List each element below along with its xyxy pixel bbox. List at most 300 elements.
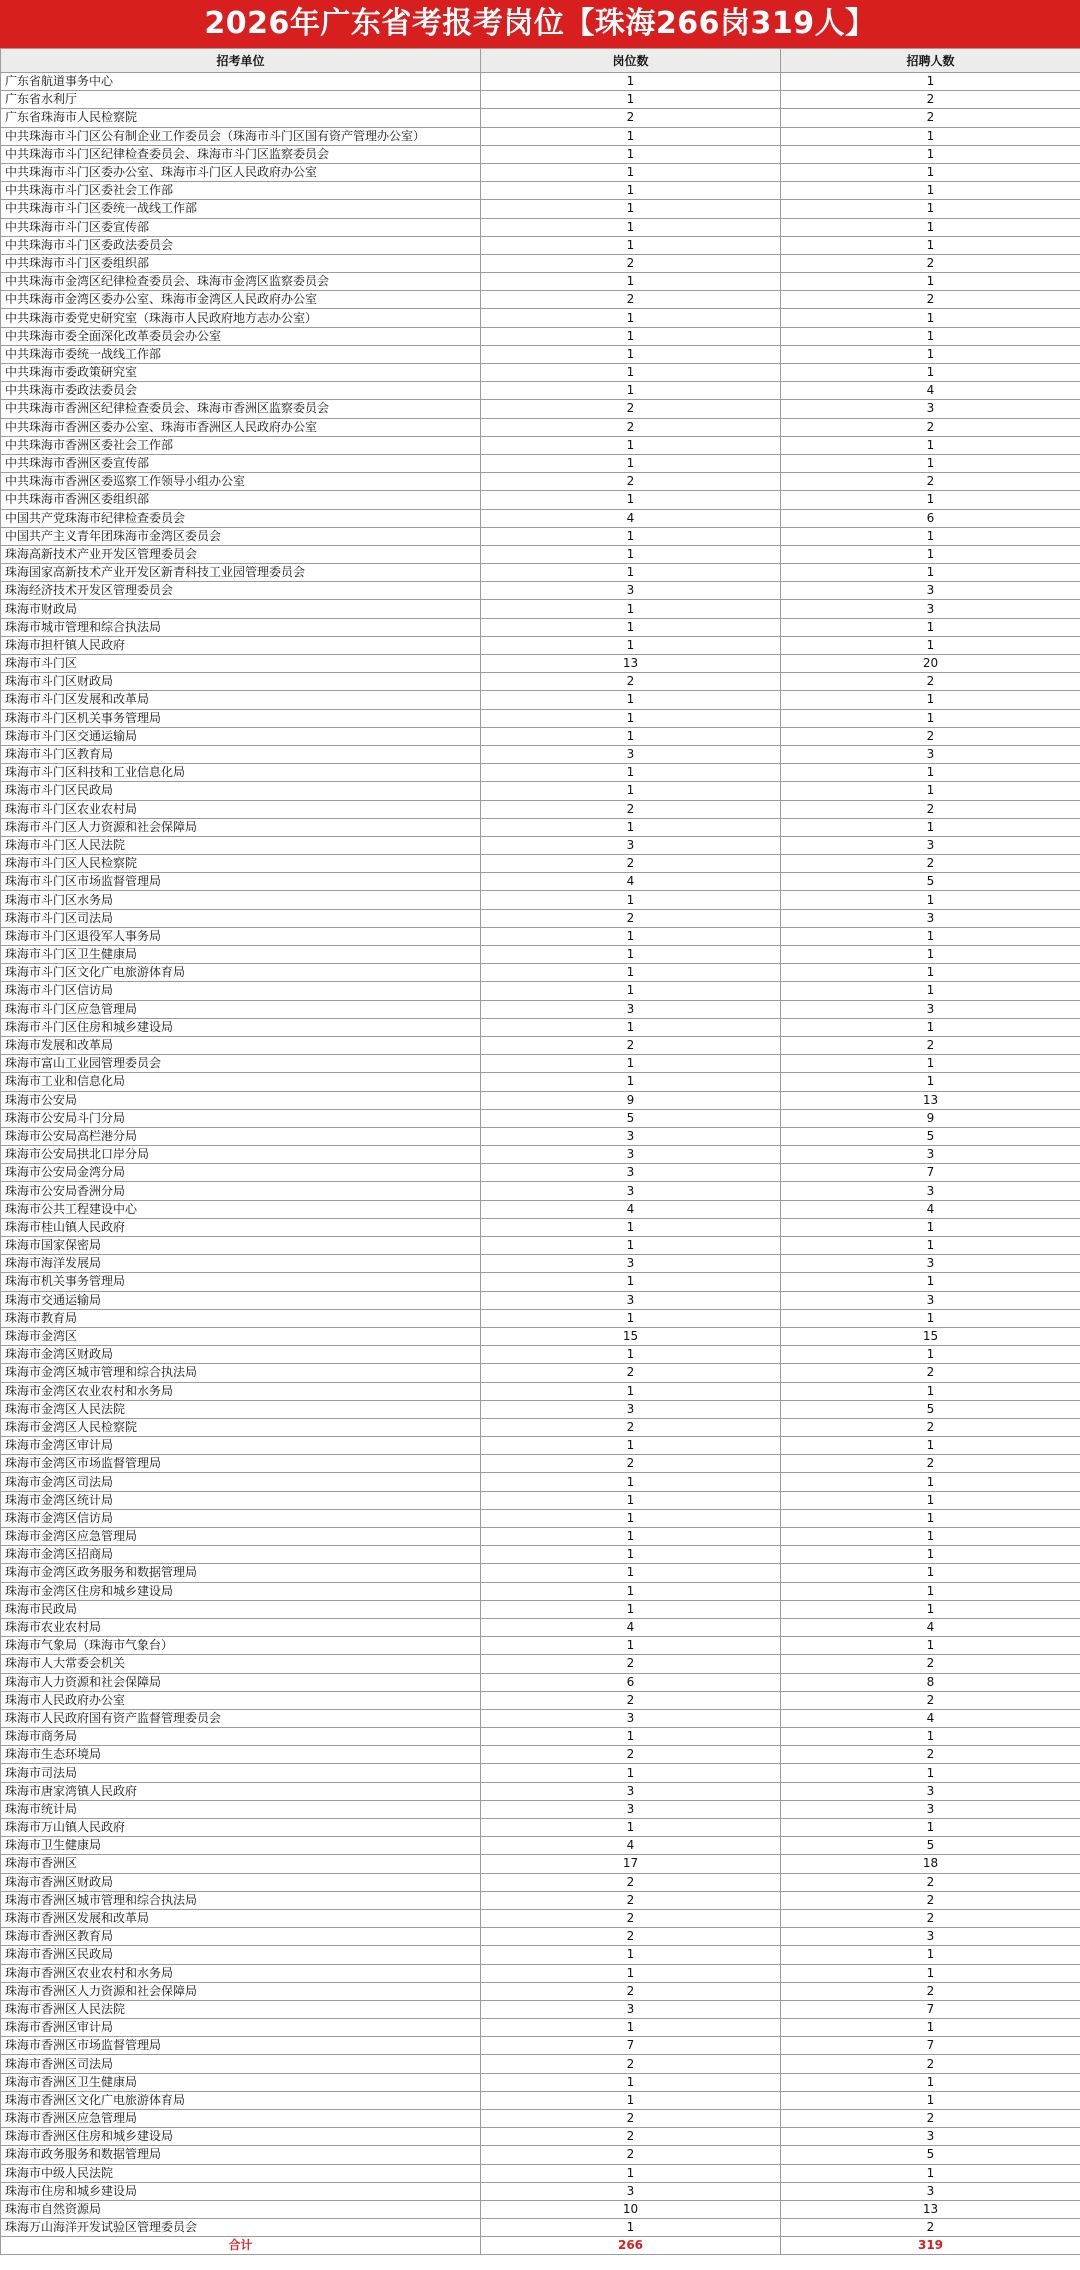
table-row xyxy=(1,2091,1080,2109)
unit-cell: 中共珠海市斗门区委政法委员会 xyxy=(1,236,481,254)
table-row xyxy=(1,1637,1080,1655)
positions-cell: 1 xyxy=(481,1764,781,1782)
recruits-cell: 1 xyxy=(781,1564,1080,1582)
positions-cell: 1 xyxy=(481,1728,781,1746)
unit-cell: 珠海市教育局 xyxy=(1,1309,481,1327)
positions-cell: 9 xyxy=(481,1091,781,1109)
table-row xyxy=(1,1346,1080,1364)
table-row xyxy=(1,873,1080,891)
unit-cell: 珠海市公安局斗门分局 xyxy=(1,1109,481,1127)
unit-cell: 中共珠海市斗门区公有制企业工作委员会（珠海市斗门区国有资产管理办公室） xyxy=(1,127,481,145)
recruits-cell: 1 xyxy=(781,782,1080,800)
unit-cell: 珠海市斗门区民政局 xyxy=(1,782,481,800)
table-row xyxy=(1,1200,1080,1218)
total-row xyxy=(1,2237,1080,2255)
unit-cell: 珠海市香洲区发展和改革局 xyxy=(1,1909,481,1927)
positions-cell: 3 xyxy=(481,1782,781,1800)
unit-cell: 珠海市公安局香洲分局 xyxy=(1,1182,481,1200)
unit-cell: 中共珠海市斗门区委统一战线工作部 xyxy=(1,200,481,218)
page-title: 2026年广东省考报考岗位【珠海266岗319人】 xyxy=(0,0,1080,48)
positions-cell: 1 xyxy=(481,1946,781,1964)
recruits-cell: 1 xyxy=(781,764,1080,782)
table-row xyxy=(1,200,1080,218)
table-row xyxy=(1,1764,1080,1782)
recruits-cell: 3 xyxy=(781,400,1080,418)
positions-cell: 3 xyxy=(481,1291,781,1309)
recruits-cell: 1 xyxy=(781,564,1080,582)
recruits-cell: 1 xyxy=(781,1546,1080,1564)
unit-cell: 中共珠海市委全面深化改革委员会办公室 xyxy=(1,327,481,345)
unit-cell: 珠海市斗门区人民法院 xyxy=(1,836,481,854)
table-row xyxy=(1,2000,1080,2018)
table-header-row xyxy=(1,49,1080,73)
recruits-cell: 1 xyxy=(781,145,1080,163)
recruits-cell: 15 xyxy=(781,1327,1080,1345)
unit-cell: 珠海市金湾区信访局 xyxy=(1,1509,481,1527)
recruits-cell: 2 xyxy=(781,727,1080,745)
recruits-cell: 1 xyxy=(781,1491,1080,1509)
table-row xyxy=(1,509,1080,527)
positions-cell: 2 xyxy=(481,1891,781,1909)
unit-cell: 中共珠海市香洲区委办公室、珠海市香洲区人民政府办公室 xyxy=(1,418,481,436)
unit-cell: 珠海市公安局金湾分局 xyxy=(1,1164,481,1182)
unit-cell: 珠海市人力资源和社会保障局 xyxy=(1,1673,481,1691)
table-row xyxy=(1,564,1080,582)
recruits-cell: 2 xyxy=(781,1364,1080,1382)
recruits-cell: 1 xyxy=(781,1582,1080,1600)
table-row xyxy=(1,1946,1080,1964)
recruits-cell: 1 xyxy=(781,1946,1080,1964)
table-row xyxy=(1,855,1080,873)
total-label: 合计 xyxy=(1,2237,481,2255)
unit-cell: 珠海市斗门区退役军人事务局 xyxy=(1,927,481,945)
positions-cell: 6 xyxy=(481,1673,781,1691)
table-row xyxy=(1,163,1080,181)
table-row xyxy=(1,1928,1080,1946)
recruits-cell: 1 xyxy=(781,1637,1080,1655)
positions-cell: 3 xyxy=(481,582,781,600)
table-row xyxy=(1,1164,1080,1182)
table-row xyxy=(1,2128,1080,2146)
unit-cell: 中国共产党珠海市纪律检查委员会 xyxy=(1,509,481,527)
unit-cell: 珠海市香洲区城市管理和综合执法局 xyxy=(1,1891,481,1909)
unit-cell: 珠海市香洲区教育局 xyxy=(1,1928,481,1946)
recruits-cell: 1 xyxy=(781,364,1080,382)
recruits-cell: 3 xyxy=(781,582,1080,600)
table-row xyxy=(1,2146,1080,2164)
recruits-cell: 1 xyxy=(781,964,1080,982)
positions-cell: 1 xyxy=(481,2091,781,2109)
table-row xyxy=(1,1237,1080,1255)
recruits-cell: 3 xyxy=(781,1782,1080,1800)
table-row xyxy=(1,545,1080,563)
unit-cell: 珠海市卫生健康局 xyxy=(1,1837,481,1855)
table-row xyxy=(1,1728,1080,1746)
recruits-cell: 3 xyxy=(781,2182,1080,2200)
recruits-cell: 3 xyxy=(781,745,1080,763)
column-header-recruits: 招聘人数 xyxy=(781,49,1080,73)
positions-cell: 1 xyxy=(481,1819,781,1837)
table-row xyxy=(1,582,1080,600)
positions-cell: 2 xyxy=(481,2128,781,2146)
unit-cell: 中国共产主义青年团珠海市金湾区委员会 xyxy=(1,527,481,545)
unit-cell: 珠海市发展和改革局 xyxy=(1,1036,481,1054)
recruits-cell: 1 xyxy=(781,927,1080,945)
positions-cell: 3 xyxy=(481,1164,781,1182)
table-row xyxy=(1,1800,1080,1818)
recruits-cell: 1 xyxy=(781,309,1080,327)
table-row xyxy=(1,2037,1080,2055)
unit-cell: 珠海市斗门区人力资源和社会保障局 xyxy=(1,818,481,836)
unit-cell: 珠海市气象局（珠海市气象台） xyxy=(1,1637,481,1655)
table-row xyxy=(1,927,1080,945)
positions-cell: 3 xyxy=(481,1800,781,1818)
positions-cell: 1 xyxy=(481,309,781,327)
recruits-cell: 4 xyxy=(781,382,1080,400)
positions-cell: 2 xyxy=(481,2110,781,2128)
table-row xyxy=(1,473,1080,491)
table-row xyxy=(1,1782,1080,1800)
positions-cell: 17 xyxy=(481,1855,781,1873)
recruits-cell: 2 xyxy=(781,1691,1080,1709)
recruits-cell: 1 xyxy=(781,545,1080,563)
unit-cell: 珠海市人大常委会机关 xyxy=(1,1655,481,1673)
table-row xyxy=(1,836,1080,854)
recruits-cell: 1 xyxy=(781,946,1080,964)
positions-cell: 2 xyxy=(481,1909,781,1927)
table-row xyxy=(1,1964,1080,1982)
positions-cell: 1 xyxy=(481,491,781,509)
recruits-cell: 1 xyxy=(781,1764,1080,1782)
unit-cell: 珠海市金湾区应急管理局 xyxy=(1,1528,481,1546)
unit-cell: 珠海市公安局高栏港分局 xyxy=(1,1127,481,1145)
table-row xyxy=(1,2200,1080,2218)
unit-cell: 珠海高新技术产业开发区管理委员会 xyxy=(1,545,481,563)
unit-cell: 广东省珠海市人民检察院 xyxy=(1,109,481,127)
positions-cell: 2 xyxy=(481,418,781,436)
recruits-cell: 13 xyxy=(781,2200,1080,2218)
unit-cell: 珠海市城市管理和综合执法局 xyxy=(1,618,481,636)
table-row xyxy=(1,1618,1080,1636)
positions-cell: 3 xyxy=(481,836,781,854)
recruits-cell: 1 xyxy=(781,1055,1080,1073)
table-row xyxy=(1,1600,1080,1618)
positions-cell: 1 xyxy=(481,345,781,363)
table-row xyxy=(1,946,1080,964)
positions-cell: 2 xyxy=(481,1364,781,1382)
unit-cell: 中共珠海市委统一战线工作部 xyxy=(1,345,481,363)
unit-cell: 珠海市公安局 xyxy=(1,1091,481,1109)
recruits-cell: 1 xyxy=(781,1600,1080,1618)
table-row xyxy=(1,2182,1080,2200)
table-row xyxy=(1,127,1080,145)
recruits-cell: 6 xyxy=(781,509,1080,527)
table-row xyxy=(1,1073,1080,1091)
recruits-cell: 3 xyxy=(781,1146,1080,1164)
recruits-cell: 5 xyxy=(781,1127,1080,1145)
table-row xyxy=(1,1382,1080,1400)
recruits-cell: 1 xyxy=(781,1473,1080,1491)
unit-cell: 珠海市唐家湾镇人民政府 xyxy=(1,1782,481,1800)
positions-cell: 3 xyxy=(481,745,781,763)
positions-cell: 1 xyxy=(481,236,781,254)
positions-cell: 2 xyxy=(481,254,781,272)
positions-cell: 1 xyxy=(481,1582,781,1600)
recruits-cell: 1 xyxy=(781,636,1080,654)
unit-cell: 珠海市海洋发展局 xyxy=(1,1255,481,1273)
positions-cell: 1 xyxy=(481,2164,781,2182)
positions-cell: 1 xyxy=(481,218,781,236)
table-row xyxy=(1,1855,1080,1873)
table-row xyxy=(1,727,1080,745)
unit-cell: 珠海市金湾区住房和城乡建设局 xyxy=(1,1582,481,1600)
unit-cell: 珠海市住房和城乡建设局 xyxy=(1,2182,481,2200)
table-row xyxy=(1,1309,1080,1327)
total-recruits: 319 xyxy=(781,2237,1080,2255)
positions-cell: 2 xyxy=(481,109,781,127)
positions-cell: 1 xyxy=(481,1528,781,1546)
unit-cell: 珠海市斗门区市场监督管理局 xyxy=(1,873,481,891)
recruits-cell: 1 xyxy=(781,1273,1080,1291)
unit-cell: 珠海市香洲区农业农村和水务局 xyxy=(1,1964,481,1982)
recruits-cell: 2 xyxy=(781,855,1080,873)
table-row xyxy=(1,1437,1080,1455)
table-row xyxy=(1,1418,1080,1436)
recruits-cell: 1 xyxy=(781,327,1080,345)
recruits-cell: 3 xyxy=(781,909,1080,927)
unit-cell: 珠海市桂山镇人民政府 xyxy=(1,1218,481,1236)
positions-cell: 4 xyxy=(481,509,781,527)
recruits-cell: 2 xyxy=(781,1873,1080,1891)
table-row xyxy=(1,73,1080,91)
recruits-cell: 4 xyxy=(781,1618,1080,1636)
positions-cell: 1 xyxy=(481,636,781,654)
unit-cell: 中共珠海市金湾区纪律检查委员会、珠海市金湾区监察委员会 xyxy=(1,273,481,291)
recruits-cell: 1 xyxy=(781,1382,1080,1400)
table-row xyxy=(1,782,1080,800)
table-row xyxy=(1,145,1080,163)
positions-cell: 1 xyxy=(481,91,781,109)
table-row xyxy=(1,91,1080,109)
positions-cell: 2 xyxy=(481,1691,781,1709)
recruits-cell: 2 xyxy=(781,1655,1080,1673)
recruits-cell: 3 xyxy=(781,1182,1080,1200)
unit-cell: 中共珠海市委党史研究室（珠海市人民政府地方志办公室） xyxy=(1,309,481,327)
table-row xyxy=(1,436,1080,454)
unit-cell: 珠海市交通运输局 xyxy=(1,1291,481,1309)
unit-cell: 珠海市香洲区审计局 xyxy=(1,2019,481,2037)
unit-cell: 珠海市生态环境局 xyxy=(1,1746,481,1764)
positions-cell: 3 xyxy=(481,2182,781,2200)
recruits-cell: 1 xyxy=(781,1237,1080,1255)
recruits-cell: 1 xyxy=(781,2091,1080,2109)
unit-cell: 珠海国家高新技术产业开发区新青科技工业园管理委员会 xyxy=(1,564,481,582)
positions-cell: 13 xyxy=(481,655,781,673)
positions-cell: 3 xyxy=(481,1709,781,1727)
recruits-cell: 1 xyxy=(781,709,1080,727)
recruits-cell: 3 xyxy=(781,1928,1080,1946)
unit-cell: 广东省水利厅 xyxy=(1,91,481,109)
positions-cell: 1 xyxy=(481,1437,781,1455)
unit-cell: 珠海市商务局 xyxy=(1,1728,481,1746)
positions-cell: 2 xyxy=(481,2055,781,2073)
positions-cell: 2 xyxy=(481,1455,781,1473)
table-row xyxy=(1,1036,1080,1054)
recruits-cell: 1 xyxy=(781,127,1080,145)
unit-cell: 珠海市富山工业园管理委员会 xyxy=(1,1055,481,1073)
recruits-cell: 1 xyxy=(781,1073,1080,1091)
table-row xyxy=(1,964,1080,982)
table-row xyxy=(1,327,1080,345)
positions-cell: 2 xyxy=(481,1746,781,1764)
positions-cell: 2 xyxy=(481,1418,781,1436)
recruits-cell: 1 xyxy=(781,218,1080,236)
table-row xyxy=(1,1127,1080,1145)
unit-cell: 中共珠海市金湾区委办公室、珠海市金湾区人民政府办公室 xyxy=(1,291,481,309)
recruits-cell: 1 xyxy=(781,982,1080,1000)
unit-cell: 珠海市机关事务管理局 xyxy=(1,1273,481,1291)
table-row xyxy=(1,2019,1080,2037)
positions-cell: 1 xyxy=(481,1564,781,1582)
table-row xyxy=(1,1491,1080,1509)
positions-cell: 1 xyxy=(481,2219,781,2237)
table-row xyxy=(1,364,1080,382)
table-row xyxy=(1,1909,1080,1927)
table-row xyxy=(1,1473,1080,1491)
table-row xyxy=(1,109,1080,127)
table-row xyxy=(1,1364,1080,1382)
unit-cell: 中共珠海市斗门区委宣传部 xyxy=(1,218,481,236)
table-row xyxy=(1,1327,1080,1345)
table-row xyxy=(1,1218,1080,1236)
unit-cell: 珠海市金湾区招商局 xyxy=(1,1546,481,1564)
positions-cell: 1 xyxy=(481,200,781,218)
recruits-cell: 5 xyxy=(781,1400,1080,1418)
unit-cell: 珠海市金湾区城市管理和综合执法局 xyxy=(1,1364,481,1382)
positions-cell: 2 xyxy=(481,1928,781,1946)
positions-cell: 1 xyxy=(481,1637,781,1655)
positions-cell: 1 xyxy=(481,127,781,145)
unit-cell: 中共珠海市香洲区委宣传部 xyxy=(1,454,481,472)
positions-cell: 1 xyxy=(481,382,781,400)
recruits-cell: 4 xyxy=(781,1200,1080,1218)
unit-cell: 珠海市公安局拱北口岸分局 xyxy=(1,1146,481,1164)
positions-cell: 1 xyxy=(481,1073,781,1091)
recruits-cell: 4 xyxy=(781,1709,1080,1727)
table-row xyxy=(1,1655,1080,1673)
table-row xyxy=(1,800,1080,818)
table-row xyxy=(1,236,1080,254)
positions-cell: 3 xyxy=(481,1146,781,1164)
positions-cell: 4 xyxy=(481,1618,781,1636)
unit-cell: 珠海市斗门区住房和城乡建设局 xyxy=(1,1018,481,1036)
positions-cell: 3 xyxy=(481,1400,781,1418)
table-row xyxy=(1,418,1080,436)
table-row xyxy=(1,1455,1080,1473)
recruits-cell: 1 xyxy=(781,1509,1080,1527)
unit-cell: 珠海市斗门区文化广电旅游体育局 xyxy=(1,964,481,982)
unit-cell: 珠海市金湾区审计局 xyxy=(1,1437,481,1455)
positions-cell: 2 xyxy=(481,800,781,818)
positions-cell: 1 xyxy=(481,891,781,909)
table-row xyxy=(1,1837,1080,1855)
recruits-cell: 18 xyxy=(781,1855,1080,1873)
positions-cell: 4 xyxy=(481,873,781,891)
unit-cell: 珠海市金湾区统计局 xyxy=(1,1491,481,1509)
unit-cell: 珠海市斗门区发展和改革局 xyxy=(1,691,481,709)
recruits-cell: 1 xyxy=(781,1018,1080,1036)
recruits-cell: 7 xyxy=(781,2000,1080,2018)
unit-cell: 珠海市斗门区司法局 xyxy=(1,909,481,927)
recruits-cell: 3 xyxy=(781,836,1080,854)
unit-cell: 珠海市国家保密局 xyxy=(1,1237,481,1255)
unit-cell: 珠海市斗门区交通运输局 xyxy=(1,727,481,745)
table-row xyxy=(1,1000,1080,1018)
positions-cell: 2 xyxy=(481,400,781,418)
positions-cell: 2 xyxy=(481,1655,781,1673)
recruits-cell: 1 xyxy=(781,1218,1080,1236)
table-body xyxy=(1,73,1080,2255)
positions-cell: 1 xyxy=(481,436,781,454)
table-row xyxy=(1,1091,1080,1109)
table-row xyxy=(1,909,1080,927)
positions-cell: 2 xyxy=(481,1873,781,1891)
unit-cell: 中共珠海市香洲区委社会工作部 xyxy=(1,436,481,454)
table-row xyxy=(1,1273,1080,1291)
unit-cell: 珠海市斗门区财政局 xyxy=(1,673,481,691)
unit-cell: 珠海市自然资源局 xyxy=(1,2200,481,2218)
table-row xyxy=(1,345,1080,363)
recruits-cell: 1 xyxy=(781,182,1080,200)
positions-cell: 1 xyxy=(481,1055,781,1073)
unit-cell: 珠海市香洲区市场监督管理局 xyxy=(1,2037,481,2055)
positions-cell: 1 xyxy=(481,982,781,1000)
positions-cell: 1 xyxy=(481,1473,781,1491)
positions-cell: 1 xyxy=(481,927,781,945)
table-row xyxy=(1,618,1080,636)
column-header-unit: 招考单位 xyxy=(1,49,481,73)
unit-cell: 珠海市政务服务和数据管理局 xyxy=(1,2146,481,2164)
positions-cell: 10 xyxy=(481,2200,781,2218)
unit-cell: 珠海市斗门区卫生健康局 xyxy=(1,946,481,964)
table-row xyxy=(1,291,1080,309)
recruits-cell: 2 xyxy=(781,418,1080,436)
unit-cell: 珠海市民政局 xyxy=(1,1600,481,1618)
unit-cell: 珠海市香洲区文化广电旅游体育局 xyxy=(1,2091,481,2109)
recruits-cell: 1 xyxy=(781,1528,1080,1546)
positions-cell: 1 xyxy=(481,1346,781,1364)
positions-cell: 3 xyxy=(481,2000,781,2018)
recruits-cell: 1 xyxy=(781,345,1080,363)
unit-cell: 中共珠海市香洲区纪律检查委员会、珠海市香洲区监察委员会 xyxy=(1,400,481,418)
positions-cell: 1 xyxy=(481,1382,781,1400)
recruits-cell: 5 xyxy=(781,2146,1080,2164)
positions-cell: 1 xyxy=(481,618,781,636)
recruits-cell: 13 xyxy=(781,1091,1080,1109)
positions-cell: 5 xyxy=(481,1109,781,1127)
positions-cell: 3 xyxy=(481,1255,781,1273)
positions-cell: 1 xyxy=(481,2019,781,2037)
unit-cell: 中共珠海市斗门区委办公室、珠海市斗门区人民政府办公室 xyxy=(1,163,481,181)
table-row xyxy=(1,2110,1080,2128)
unit-cell: 珠海市斗门区农业农村局 xyxy=(1,800,481,818)
table-row xyxy=(1,1291,1080,1309)
table-row xyxy=(1,745,1080,763)
unit-cell: 珠海市斗门区水务局 xyxy=(1,891,481,909)
unit-cell: 珠海市斗门区科技和工业信息化局 xyxy=(1,764,481,782)
positions-cell: 1 xyxy=(481,727,781,745)
positions-cell: 1 xyxy=(481,764,781,782)
